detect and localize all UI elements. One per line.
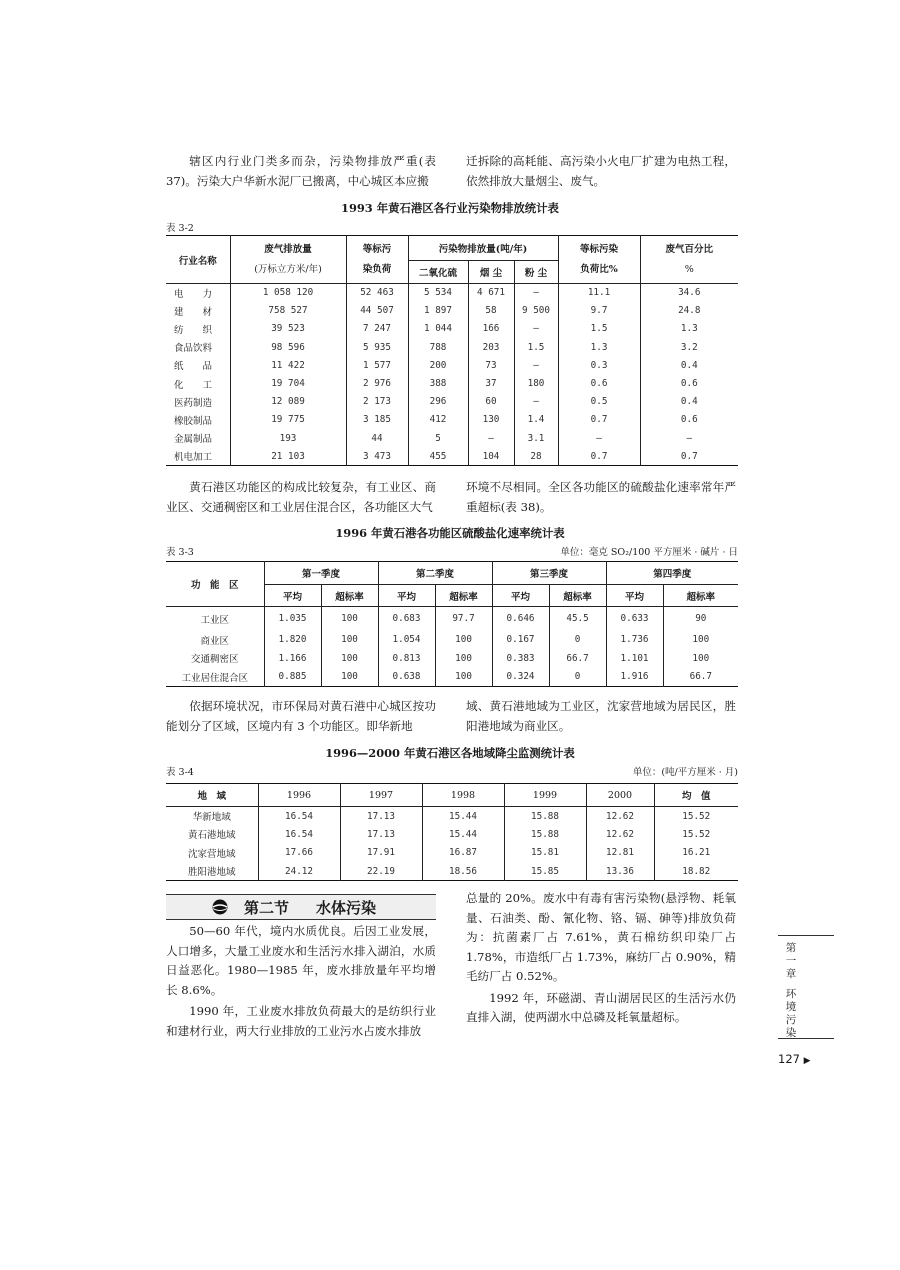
table-cell: 7 247 — [346, 320, 408, 338]
table-cell: 97.7 — [435, 607, 492, 631]
table-cell: 98 596 — [230, 338, 346, 356]
table-cell: — — [558, 429, 640, 447]
table-cell: — — [514, 356, 558, 374]
table-cell: 104 — [468, 447, 514, 465]
table-cell: 44 — [346, 429, 408, 447]
table-cell: 193 — [230, 429, 346, 447]
table-cell: 100 — [321, 668, 378, 687]
table-cell: 9.7 — [558, 302, 640, 320]
header-average: 平均 — [606, 585, 663, 607]
table-cell: 3 185 — [346, 411, 408, 429]
table-cell: 37 — [468, 374, 514, 392]
table-cell: 39 523 — [230, 320, 346, 338]
industry-name: 医药制造 — [174, 397, 213, 409]
table-cell: 100 — [321, 649, 378, 668]
table-row — [166, 429, 738, 447]
mid1-right-text: 环境不尽相同。全区各功能区的硫酸盐化速率常年严重超标(表 38)。 — [466, 480, 736, 514]
table-cell: 12 089 — [230, 393, 346, 411]
table-cell: 5 534 — [408, 284, 468, 302]
table-cell: — — [514, 284, 558, 302]
table-cell: — — [514, 393, 558, 411]
table-row — [166, 649, 738, 668]
next-arrow-icon: ▶ — [803, 1056, 811, 1066]
mid1-left-text: 黄石港区功能区的构成比较复杂，有工业区、商业区、交通稠密区和工业居住混合区，各功能区大气 — [166, 480, 436, 514]
industry-name: 纸 品 — [174, 361, 213, 373]
table-cell: 1.3 — [640, 320, 738, 338]
section-title: 水体污染 — [316, 899, 377, 917]
table-cell: 17.91 — [340, 844, 422, 863]
table-cell: 100 — [321, 607, 378, 631]
table-cell: 3.1 — [514, 429, 558, 447]
table-cell: 0.167 — [492, 631, 549, 650]
body-left-column — [166, 922, 436, 1041]
table-1993-pollution — [166, 235, 738, 466]
table-cell: 12.62 — [586, 825, 654, 844]
body-paragraph-4: 1992 年，环磁湖、青山湖居民区的生活污水仍直排入湖，使两湖水中总磷及耗氧量超标。 — [466, 990, 736, 1024]
table-cell: 34.6 — [640, 284, 738, 302]
table-cell: 1 577 — [346, 356, 408, 374]
table-cell: 1 897 — [408, 302, 468, 320]
table-cell: 0 — [549, 631, 606, 650]
table-cell: 44 507 — [346, 302, 408, 320]
table-cell: 1.916 — [606, 668, 663, 687]
table-cell: 16.87 — [422, 844, 504, 863]
table-cell: 60 — [468, 393, 514, 411]
table-cell: 12.62 — [586, 807, 654, 826]
table-cell: 0.4 — [640, 356, 738, 374]
header-q3: 第三季度 — [492, 562, 606, 585]
header-industry: 行业名称 — [166, 236, 230, 284]
region-name: 胜阳港地域 — [187, 867, 236, 878]
table-cell: 45.5 — [549, 607, 606, 631]
table-cell: 296 — [408, 393, 468, 411]
table-cell: 21 103 — [230, 447, 346, 465]
header-gas-volume: 废气排放量 (万标立方米/年) — [230, 236, 346, 284]
table-cell: 1.5 — [558, 320, 640, 338]
table-cell: 203 — [468, 338, 514, 356]
table-cell: 24.12 — [258, 862, 340, 881]
mid2-right-column — [466, 697, 736, 736]
table-cell: 12.81 — [586, 844, 654, 863]
zone-name: 工业居住混合区 — [181, 672, 248, 684]
table-cell: 100 — [435, 668, 492, 687]
table1-caption: 1993 年黄石港区各行业污染物排放统计表 — [341, 201, 559, 215]
table-cell: 130 — [468, 411, 514, 429]
header-year: 1998 — [422, 784, 504, 807]
table-cell: 15.52 — [654, 825, 738, 844]
header-so2: 二氧化硫 — [408, 261, 468, 284]
table-cell: 0.6 — [640, 374, 738, 392]
table-cell: 788 — [408, 338, 468, 356]
table-cell: 15.85 — [504, 862, 586, 881]
body-paragraph-1: 50—60 年代，境内水质优良。后因工业发展，人口增多，大量工业废水和生活污水排入湖泊，水质日益恶化。1980—1985 年，废水排放量年平均增长 8.6%。 — [166, 924, 436, 997]
table-row — [166, 411, 738, 429]
chapter-label: 第一章 — [785, 942, 797, 980]
table-cell: 0.633 — [606, 607, 663, 631]
industry-name: 机电加工 — [174, 452, 213, 464]
table-cell: 16.21 — [654, 844, 738, 863]
header-year: 1996 — [258, 784, 340, 807]
table-cell: 0.3 — [558, 356, 640, 374]
table-cell: — — [514, 320, 558, 338]
table-cell: 0.7 — [640, 447, 738, 465]
mid2-right-text: 域、黄石港地域为工业区，沈家营地域为居民区，胜阳港地域为商业区。 — [466, 699, 736, 733]
table-cell: 73 — [468, 356, 514, 374]
table-cell: 0.646 — [492, 607, 549, 631]
region-name: 黄石港地域 — [187, 830, 236, 842]
intro-left-text: 辖区内行业门类多而杂，污染物排放严重(表37)。污染大户华新水泥厂已搬离，中心城区本应搬 — [166, 154, 436, 188]
table-row — [166, 393, 738, 411]
table-cell: 0.885 — [264, 668, 321, 687]
table-cell: 1.820 — [264, 631, 321, 650]
header-dust: 粉 尘 — [514, 261, 558, 284]
header-q1: 第一季度 — [264, 562, 378, 585]
table-cell: 2 173 — [346, 393, 408, 411]
table-cell: 0.638 — [378, 668, 435, 687]
table-cell: 15.88 — [504, 807, 586, 826]
table-cell: 3 473 — [346, 447, 408, 465]
table-cell: 18.56 — [422, 862, 504, 881]
header-q4: 第四季度 — [606, 562, 738, 585]
table-cell: 16.54 — [258, 825, 340, 844]
table-cell: 100 — [435, 631, 492, 650]
table-cell: 15.81 — [504, 844, 586, 863]
section-emblem-icon — [212, 899, 228, 915]
table-cell: 100 — [663, 649, 738, 668]
chapter-side-tab — [778, 935, 834, 1039]
table-cell: 11.1 — [558, 284, 640, 302]
table-cell: 19 775 — [230, 411, 346, 429]
industry-name: 化 工 — [174, 379, 213, 391]
table-cell: 100 — [321, 631, 378, 650]
table-row — [166, 320, 738, 338]
table-cell: 1.035 — [264, 607, 321, 631]
body-paragraph-2: 1990 年，工业废水排放负荷最大的是纺织行业和建材行业，两大行业排放的工业污水占废水排放 — [166, 1004, 436, 1038]
table-row — [166, 844, 738, 863]
table-row — [166, 862, 738, 881]
table-cell: 1.4 — [514, 411, 558, 429]
table-cell: 1.101 — [606, 649, 663, 668]
table-cell: 5 — [408, 429, 468, 447]
table-row — [166, 284, 738, 302]
body-right-column — [466, 889, 736, 1028]
zone-name: 商业区 — [200, 635, 229, 647]
header-gas-percent: 废气百分比 % — [640, 236, 738, 284]
table-cell: 28 — [514, 447, 558, 465]
mid2-left-column — [166, 697, 436, 736]
header-average: 平均 — [264, 585, 321, 607]
header-pollutant-group: 污染物排放量(吨/年) — [408, 236, 558, 261]
table2-unit: 单位：毫克 SO₂/100 平方厘米 · 碱片 · 日 — [560, 547, 738, 558]
section-number: 第二节 — [244, 899, 290, 917]
table-cell: 0.683 — [378, 607, 435, 631]
body-paragraph-3: 总量的 20%。废水中有毒有害污染物(悬浮物、耗氧量、石油类、酚、氰化物、铬、镉、砷等)排放负荷为：抗菌素厂占 7.61%，黄石棉纺织印染厂占 1.78%，市造纸厂占 1.73%，麻纺厂占 0.90%，精毛纺厂占 0.52%。 — [466, 891, 736, 983]
table-cell: 52 463 — [346, 284, 408, 302]
table-dustfall — [166, 783, 738, 881]
table-cell: 100 — [663, 631, 738, 650]
zone-name: 交通稠密区 — [190, 654, 239, 666]
table-cell: 66.7 — [663, 668, 738, 687]
header-region: 地 域 — [166, 784, 258, 807]
table-cell: 24.8 — [640, 302, 738, 320]
table-row — [166, 302, 738, 320]
table-cell: 0.5 — [558, 393, 640, 411]
table-cell: 1.5 — [514, 338, 558, 356]
intro-left-column — [166, 152, 436, 191]
table-cell: 18.82 — [654, 862, 738, 881]
table-row — [166, 338, 738, 356]
table-1996-sulfation — [166, 561, 738, 687]
header-load-ratio: 等标污染 负荷比% — [558, 236, 640, 284]
table-cell: 15.44 — [422, 825, 504, 844]
industry-name: 食品饮料 — [174, 343, 213, 355]
table-cell: 388 — [408, 374, 468, 392]
table-cell: 13.36 — [586, 862, 654, 881]
table-row — [166, 447, 738, 465]
table-cell: 66.7 — [549, 649, 606, 668]
table-cell: 58 — [468, 302, 514, 320]
header-year: 1999 — [504, 784, 586, 807]
table-row — [166, 607, 738, 631]
table-cell: 1.166 — [264, 649, 321, 668]
header-exceed-rate: 超标率 — [663, 585, 738, 607]
chapter-topic: 环境污染 — [785, 988, 797, 1039]
header-exceed-rate: 超标率 — [435, 585, 492, 607]
table2-caption: 1996 年黄石港各功能区硫酸盐化速率统计表 — [335, 526, 565, 540]
section-heading — [166, 894, 436, 920]
table-cell: 1 044 — [408, 320, 468, 338]
table-cell: 4 671 — [468, 284, 514, 302]
table-row — [166, 631, 738, 650]
table-cell: 2 976 — [346, 374, 408, 392]
table-cell: 1.3 — [558, 338, 640, 356]
table-row — [166, 825, 738, 844]
table-cell: — — [640, 429, 738, 447]
table-cell: 758 527 — [230, 302, 346, 320]
table-cell: 19 704 — [230, 374, 346, 392]
header-exceed-rate: 超标率 — [549, 585, 606, 607]
header-year: 1997 — [340, 784, 422, 807]
table2-number: 表 3-3 — [166, 547, 194, 558]
table-cell: 0.7 — [558, 447, 640, 465]
table-cell: 5 935 — [346, 338, 408, 356]
intro-right-column — [466, 152, 736, 191]
page-number — [778, 1052, 811, 1066]
table-row — [166, 356, 738, 374]
table-row — [166, 807, 738, 826]
table-cell: 100 — [435, 649, 492, 668]
intro-right-text: 迁拆除的高耗能、高污染小火电厂扩建为电热工程，依然排放大量烟尘、废气。 — [466, 154, 736, 188]
table-cell: 15.88 — [504, 825, 586, 844]
zone-name: 工业区 — [200, 614, 229, 626]
mid1-right-column — [466, 478, 736, 517]
header-zone: 功 能 区 — [166, 562, 264, 607]
table-cell: 16.54 — [258, 807, 340, 826]
table-cell: 1.054 — [378, 631, 435, 650]
header-average: 平均 — [492, 585, 549, 607]
header-smoke: 烟 尘 — [468, 261, 514, 284]
table-cell: 0.4 — [640, 393, 738, 411]
header-year: 均 值 — [654, 784, 738, 807]
header-exceed-rate: 超标率 — [321, 585, 378, 607]
industry-name: 电 力 — [174, 288, 213, 300]
table3-caption: 1996—2000 年黄石港区各地域降尘监测统计表 — [325, 746, 575, 760]
table-cell: 0.813 — [378, 649, 435, 668]
table-cell: 166 — [468, 320, 514, 338]
table-cell: 11 422 — [230, 356, 346, 374]
table-cell: — — [468, 429, 514, 447]
table-cell: 200 — [408, 356, 468, 374]
table-cell: 0 — [549, 668, 606, 687]
header-q2: 第二季度 — [378, 562, 492, 585]
table-cell: 412 — [408, 411, 468, 429]
table-cell: 1 058 120 — [230, 284, 346, 302]
header-year: 2000 — [586, 784, 654, 807]
table-cell: 17.13 — [340, 825, 422, 844]
table-cell: 15.44 — [422, 807, 504, 826]
table-cell: 0.7 — [558, 411, 640, 429]
industry-name: 建 材 — [174, 306, 213, 318]
industry-name: 纺 织 — [174, 324, 213, 336]
table-row — [166, 374, 738, 392]
table-cell: 180 — [514, 374, 558, 392]
table1-number: 表 3-2 — [166, 223, 194, 234]
table-cell: 0.6 — [558, 374, 640, 392]
table-cell: 90 — [663, 607, 738, 631]
table3-number: 表 3-4 — [166, 767, 194, 778]
mid1-left-column — [166, 478, 436, 517]
industry-name: 金属制品 — [174, 434, 213, 446]
table-cell: 17.66 — [258, 844, 340, 863]
table-cell: 17.13 — [340, 807, 422, 826]
table3-unit: 单位：(吨/平方厘米 · 月) — [632, 767, 738, 778]
table-cell: 15.52 — [654, 807, 738, 826]
region-name: 华新地域 — [192, 812, 231, 823]
page-number-value: 127 — [778, 1052, 800, 1066]
industry-name: 橡胶制品 — [174, 415, 213, 427]
table-cell: 0.383 — [492, 649, 549, 668]
table-cell: 455 — [408, 447, 468, 465]
mid2-left-text: 依据环境状况，市环保局对黄石港中心城区按功能划分了区域，区境内有 3 个功能区。即华新地 — [166, 699, 436, 733]
region-name: 沈家营地域 — [187, 848, 236, 860]
table-cell: 9 500 — [514, 302, 558, 320]
header-equiv-load: 等标污 染负荷 — [346, 236, 408, 284]
header-average: 平均 — [378, 585, 435, 607]
table-cell: 22.19 — [340, 862, 422, 881]
table-cell: 0.6 — [640, 411, 738, 429]
table-cell: 1.736 — [606, 631, 663, 650]
table-cell: 0.324 — [492, 668, 549, 687]
table-cell: 3.2 — [640, 338, 738, 356]
table-row — [166, 668, 738, 687]
